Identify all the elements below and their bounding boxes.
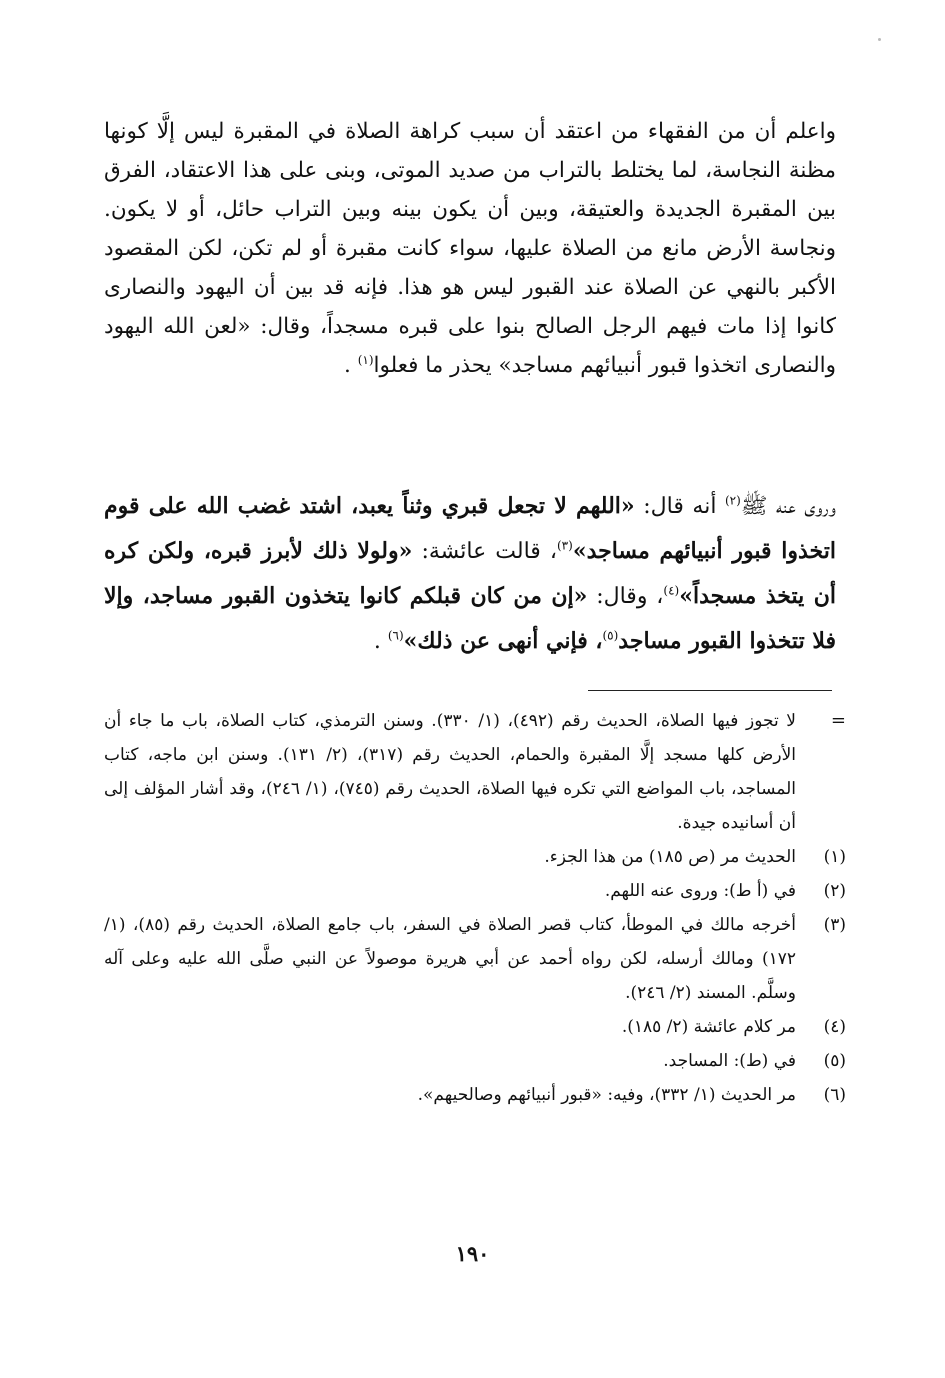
footnote-marker: (٦) bbox=[823, 1085, 846, 1105]
hadith-said: أنه قال: bbox=[634, 494, 725, 519]
footnote-text: الحديث مر (ص ١٨٥) من هذا الجزء. bbox=[544, 847, 796, 867]
hadith-intro: وروى عنه ﷺ bbox=[740, 494, 836, 519]
footnote-ref-3: (٣) bbox=[556, 538, 573, 553]
hadith-quote-2: «ولولا ذلك لأبرز قبره، ولكن كره أن يتخذ مسجداً» bbox=[104, 538, 837, 609]
footnote-4 bbox=[104, 1010, 846, 1044]
hadith-paragraph-end: . bbox=[373, 629, 388, 654]
footnote-continuation bbox=[104, 704, 846, 840]
main-paragraph-end: . bbox=[344, 353, 358, 378]
footnote-ref-2: (٢) bbox=[724, 493, 741, 508]
scan-speck bbox=[878, 38, 881, 41]
footnote-text: في (أ ط): وروى عنه اللهم. bbox=[604, 881, 796, 901]
continuation-marker: = bbox=[830, 710, 846, 731]
hadith-paragraph bbox=[104, 484, 836, 664]
page-number: ١٩٠ bbox=[455, 1241, 490, 1266]
footnote-separator bbox=[588, 690, 832, 691]
hadith-quote-1: «اللهم لا تجعل قبري وثناً يعبد، اشتد غضب الله على قوم اتخذوا قبور أنبيائهم مساجد» bbox=[104, 493, 836, 564]
footnote-1 bbox=[104, 840, 846, 874]
footnote-ref-4: (٤) bbox=[663, 583, 680, 598]
footnote-marker: (٤) bbox=[823, 1017, 846, 1037]
footnote-text: في (ط): المساجد. bbox=[663, 1051, 796, 1071]
footnote-text: مر الحديث (١/ ٣٣٢)، وفيه: «قبور أنبيائهم وصالحيهم». bbox=[417, 1085, 796, 1105]
footnote-marker: (٣) bbox=[823, 915, 846, 935]
footnote-ref-5: (٥) bbox=[602, 628, 619, 643]
main-paragraph-text: واعلم أن من الفقهاء من اعتقد أن سبب كراهة الصلاة في المقبرة ليس إلَّا كونها مظنة النجاسة، لما يختلط بالتراب من صديد الموتى، وبنى على هذا الاعتقاد، الفرق بين المقبرة الجديدة والعتيقة، وبين أن يكون بينه وبين التراب حائل، أو لا يكون. ونجاسة الأرض مانع من الصلاة عليها، سواء كانت مقبرة أو لم تكن، لكن المقصود الأكبر بالنهي عن الصلاة عند القبور ليس هو هذا. فإنه قد بين أن اليهود والنصارى كانوا إذا مات فيهم الرجل الصالح بنوا على قبره مسجداً، وقال: «لعن الله اليهود والنصارى اتخذوا قبور أنبيائهم مساجد» يحذر ما فعلوا bbox=[104, 119, 836, 378]
footnotes bbox=[104, 704, 846, 1112]
footnote-2 bbox=[104, 874, 846, 908]
footnote-5 bbox=[104, 1044, 846, 1078]
aisha-said: ، قالت عائشة: bbox=[412, 539, 557, 564]
footnote-ref-6: (٦) bbox=[387, 628, 404, 643]
footnote-text: مر كلام عائشة (٢/ ١٨٥). bbox=[621, 1017, 796, 1037]
footnote-3 bbox=[104, 908, 846, 1010]
footnote-text: أخرجه مالك في الموطأ، كتاب قصر الصلاة في السفر، باب جامع الصلاة، الحديث رقم (٨٥)، (١/ ١٧٢) ومالك أرسله، لكن رواه أحمد عن أبي هريرة موصولاً عن النبي صلَّى الله عليه وعلى آله وسلَّم. المسند (٢/ ٢٤٦). bbox=[104, 915, 796, 1003]
footnote-6 bbox=[104, 1078, 846, 1112]
footnote-marker: (٥) bbox=[823, 1051, 846, 1071]
hadith-quote-3: «إن من كان قبلكم كانوا يتخذون القبور مساجد، وإلا فلا تتخذوا القبور مساجد bbox=[104, 583, 836, 654]
and-said: ، وقال: bbox=[587, 584, 664, 609]
footnote-continuation-text: لا تجوز فيها الصلاة، الحديث رقم (٤٩٢)، (١/ ٣٣٠). وسنن الترمذي، كتاب الصلاة، باب ما جاء أن الأرض كلها مسجد إلَّا المقبرة والحمام، الحديث رقم (٣١٧)، (٢/ ١٣١). وسنن ابن ماجه، كتاب المساجد، باب المواضع التي تكره فيها الصلاة، الحديث رقم (٧٤٥)، (١/ ٢٤٦)، وقد أشار المؤلف إلى أن أسانيده جيدة. bbox=[104, 711, 797, 833]
footnote-ref-1: (١) bbox=[357, 352, 374, 367]
footnote-marker: (١) bbox=[823, 847, 846, 867]
footnote-marker: (٢) bbox=[823, 881, 846, 901]
hadith-quote-4: ، فإني أنهى عن ذلك» bbox=[403, 628, 603, 654]
main-paragraph bbox=[104, 112, 836, 385]
